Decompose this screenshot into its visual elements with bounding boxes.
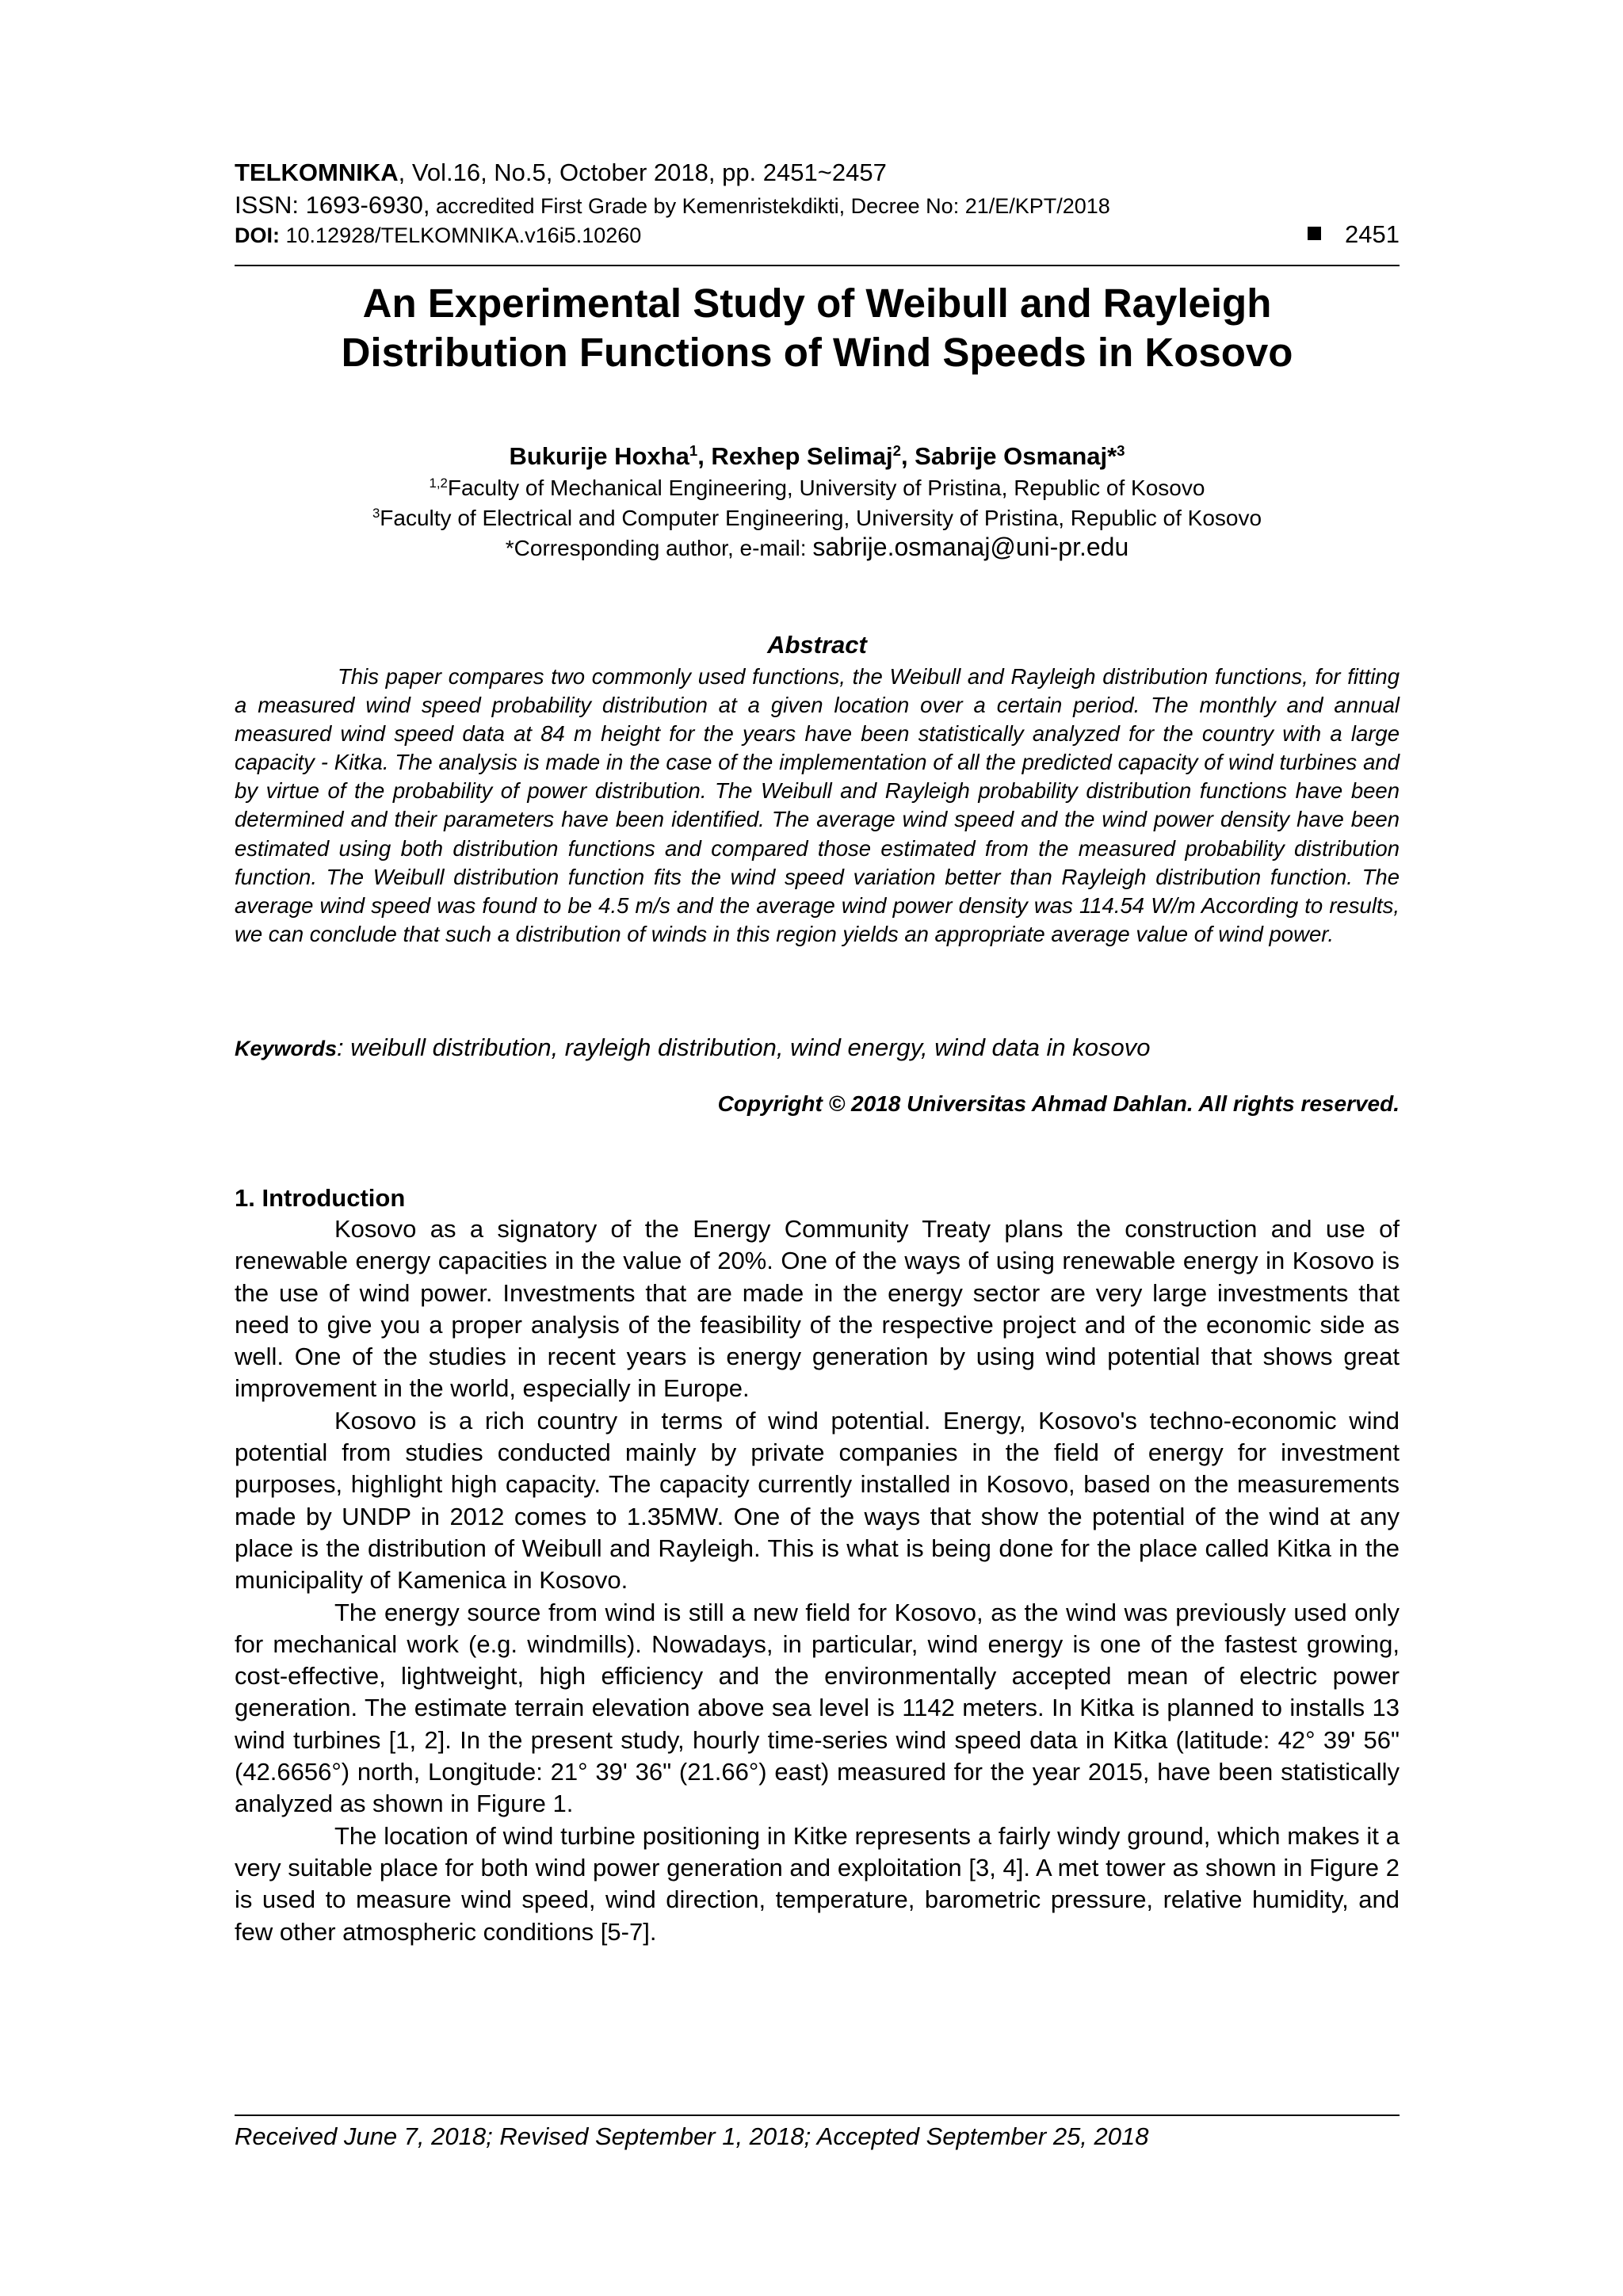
affiliation-1 [235,474,1400,502]
intro-paragraph-2: Kosovo is a rich country in terms of wind potential. Energy, Kosovo's techno-economic wind potential from studies conducted mainly by private companies in the field of energy for investment purposes, highlight high capacity. The capacity currently installed in Kosovo, based on the measurements made by UNDP in 2012 comes to 1.35MW. One of the ways that show the potential of the wind at any place is the distribution of Weibull and Rayleigh. This is what is being done for the place called Kitka in the municipality of Kamenica in Kosovo. [235,1406,1400,1595]
keywords-line [235,1032,1150,1064]
author-2-sup: 2 [892,441,901,459]
author-3-sup: 3 [1117,441,1125,459]
doi-line [235,221,641,250]
header-divider [235,265,1400,266]
doi-value: 10.12928/TELKOMNIKA.v16i5.10260 [280,223,642,247]
copyright-notice: Copyright © 2018 Universitas Ahmad Dahlan. All rights reserved. [717,1091,1400,1116]
intro-paragraph-3: The energy source from wind is still a new field for Kosovo, as the wind was previously used only for mechanical work (e.g. windmills). Nowadays, in particular, wind energy is one of the fastest growing, cost-effective, lightweight, high efficiency and the environmentally accepted mean of electric power generation. The estimate terrain elevation above sea level is 1142 meters. In Kitka is planned to installs 13 wind turbines [1, 2]. In the present study, hourly time-series wind speed data in Kitka (latitude: 42° 39' 56" (42.6656°) north, Longitude: 21° 39' 36" (21.66°) east) measured for the year 2015, have been statistically analyzed as shown in Figure 1. [235,1598,1400,1818]
author-3: , Sabrije Osmanaj* [900,442,1117,470]
paper-title [235,279,1400,377]
journal-citation [235,157,887,189]
affiliation-2-text: Faculty of Electrical and Computer Engineering, University of Pristina, Republic of Kosovo [380,506,1262,530]
corresponding-email[interactable]: sabrije.osmanaj@uni-pr.edu [812,533,1129,561]
author-list [235,441,1400,472]
introduction-body [235,1213,1400,1948]
corresponding-author [235,533,1400,563]
author-1: Bukurije Hoxha [509,442,689,470]
footer-divider [235,2115,1400,2116]
journal-details: , Vol.16, No.5, October 2018, pp. 2451~2457 [398,159,887,186]
page-number [1308,219,1400,250]
keywords-label: Keywords [235,1037,338,1060]
author-1-sup: 1 [689,441,698,459]
title-line-1: An Experimental Study of Weibull and Rayleigh [362,281,1272,326]
abstract-body: This paper compares two commonly used functions, the Weibull and Rayleigh distribution functions, for fitting a measured wind speed probability distribution at a given location over a certain period. The monthly and annual measured wind speed data at 84 m height for the years have been statistically analyzed for the country with a large capacity - Kitka. The analysis is made in the case of the implementation of all the predicted capacity of wind turbines and by virtue of the probability of power distribution. The Weibull and Rayleigh probability distribution functions have been determined and their parameters have been identified. The average wind speed and the wind power density have been estimated using both distribution functions and compared those estimated from the measured probability distribution function. The Weibull distribution function fits the wind speed variation better than Rayleigh distribution function. The average wind speed was found to be 4.5 m/s and the average wind power density was 114.54 W/m According to results, we can conclude that such a distribution of winds in this region yields an appropriate average value of wind power. [235,664,1400,946]
intro-paragraph-1: Kosovo as a signatory of the Energy Community Treaty plans the construction and use of renewable energy capacities in the value of 20%. One of the ways of using renewable energy in Kosovo is the use of wind power. Investments that are made in the energy sector are very large investments that need to give you a proper analysis of the feasibility of the respective project and of the economic side as well. One of the studies in recent years is energy generation by using wind potential that shows great improvement in the world, especially in Europe. [235,1215,1400,1403]
intro-paragraph-4: The location of wind turbine positioning in Kitke represents a fairly windy ground, which makes it a very suitable place for both wind power generation and exploitation [3, 4]. A met tower as shown in Figure 2 is used to measure wind speed, wind direction, temperature, barometric pressure, relative humidity, and few other atmospheric conditions [5-7]. [235,1821,1400,1946]
affiliation-1-text: Faculty of Mechanical Engineering, University of Pristina, Republic of Kosovo [447,476,1205,500]
keywords-text: : weibull distribution, rayleigh distribution, wind energy, wind data in kosovo [337,1033,1151,1061]
page-number-value: 2451 [1345,220,1400,248]
section-heading-introduction: 1. Introduction [235,1184,406,1212]
issn-label: ISSN: 1693-6930, [235,191,430,219]
issn-line [235,189,1110,222]
corresponding-label: *Corresponding author, e-mail: [505,536,813,560]
affiliation-2-sup: 3 [372,505,380,521]
doi-label: DOI: [235,223,280,247]
abstract-heading: Abstract [767,631,867,659]
issn-detail: accredited First Grade by Kemenristekdikti, Decree No: 21/E/KPT/2018 [430,194,1110,218]
square-bullet-icon [1308,227,1321,240]
journal-name: TELKOMNIKA [235,159,399,186]
affiliation-1-sup: 1,2 [429,475,448,491]
received-dates: Received June 7, 2018; Revised September 1, 2018; Accepted September 25, 2018 [235,2122,1149,2150]
author-2: , Rexhep Selimaj [697,442,893,470]
affiliation-2 [235,504,1400,533]
title-line-2: Distribution Functions of Wind Speeds in Kosovo [341,330,1293,375]
